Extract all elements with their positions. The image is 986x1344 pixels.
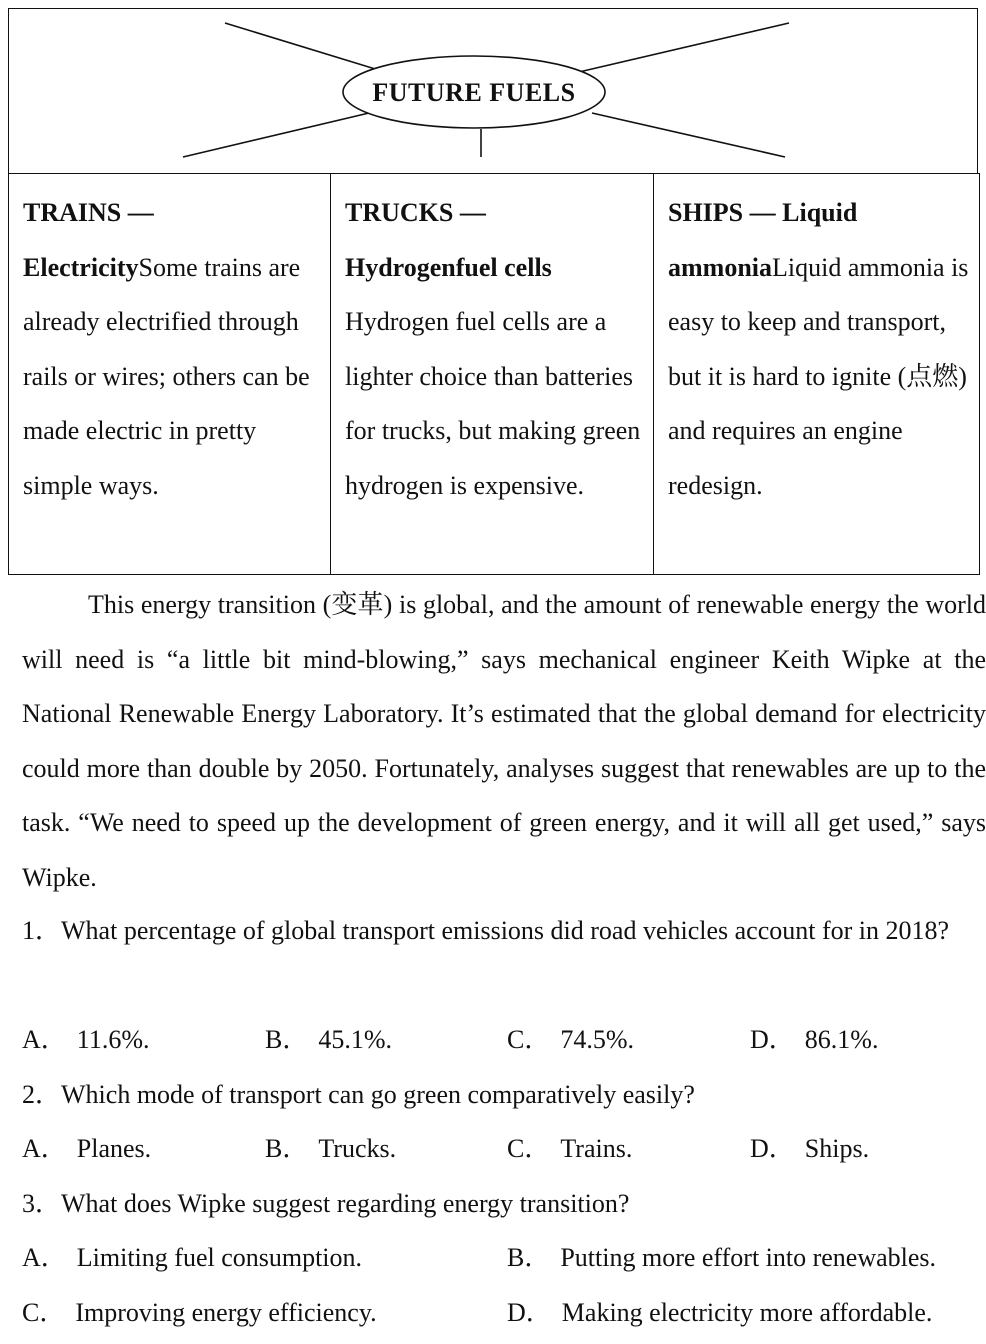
option-d[interactable]: D． Ships. (750, 1134, 870, 1163)
trains-heading-line1: TRAINS — (23, 198, 154, 227)
trains-cell (9, 174, 331, 575)
question-1-options (22, 1013, 986, 1067)
ships-heading-line1: SHIPS — Liquid (668, 198, 858, 227)
question-text: What percentage of global transport emissions did road vehicles account for in 2018? (61, 916, 950, 945)
option-c[interactable]: C． Trains. (507, 1134, 633, 1163)
ray-bottom-left (183, 113, 369, 157)
trucks-heading-line2: Hydrogenfuel cells (345, 252, 552, 282)
question-number: 1． (22, 916, 62, 945)
trains-text: Some trains are already electrified through rails or wires; others can be made electric in pretty simple ways. (23, 252, 310, 500)
question-text: What does Wipke suggest regarding energy transition? (61, 1189, 630, 1218)
trucks-text: Hydrogen fuel cells are a lighter choice than batteries for trucks, but making green hydrogen is expensive. (345, 307, 641, 500)
ray-bottom-right (592, 113, 785, 157)
trucks-cell (331, 174, 654, 575)
option-b[interactable]: B． 45.1%. (265, 1025, 393, 1054)
future-fuels-banner (8, 8, 978, 173)
question-3-options-row1 (22, 1231, 986, 1285)
question-number: 2． (22, 1080, 62, 1109)
question-text: Which mode of transport can go green comparatively easily? (61, 1080, 695, 1109)
question-2-options (22, 1122, 986, 1176)
trucks-heading-line1: TRUCKS — (345, 198, 486, 227)
banner-title: FUTURE FUELS (372, 78, 576, 107)
option-b[interactable]: B． Putting more effort into renewables. (507, 1243, 937, 1272)
ray-top-right (579, 23, 789, 72)
question-2 (22, 1068, 972, 1123)
option-a[interactable]: A． 11.6%. (22, 1025, 150, 1054)
ships-cell (654, 174, 980, 575)
question-3 (22, 1177, 972, 1232)
question-3-options-row2 (22, 1286, 986, 1340)
option-a[interactable]: A． Limiting fuel consumption. (22, 1243, 363, 1272)
option-a[interactable]: A． Planes. (22, 1134, 152, 1163)
option-d[interactable]: D． Making electricity more affordable. (507, 1298, 933, 1327)
option-d[interactable]: D． 86.1%. (750, 1025, 879, 1054)
ray-top-left (225, 23, 385, 72)
passage-paragraph: This energy transition (变革) is global, and the amount of renewable energy the world will need is “a little bit mind-blowing,” says mechanical engineer Keith Wipke at the National Renewable Energy Laboratory. It’s estimated that the global demand for electricity could more than double by 2050. Fortunately, analyses suggest that renewables are up to the task. “We need to speed up the development of green energy, and it will all get used,” says Wipke. (22, 590, 986, 892)
question-1 (22, 904, 972, 959)
question-number: 3． (22, 1189, 62, 1218)
ships-text: Liquid ammonia is easy to keep and transport, but it is hard to ignite (点燃) and requires an engine redesign. (668, 252, 969, 500)
ships-heading-line2: ammonia (668, 252, 772, 282)
trains-heading-line2: Electricity (23, 252, 139, 282)
option-b[interactable]: B． Trucks. (265, 1134, 397, 1163)
option-c[interactable]: C． Improving energy efficiency. (22, 1298, 377, 1327)
option-c[interactable]: C． 74.5%. (507, 1025, 635, 1054)
transport-fuels-table (8, 173, 980, 575)
